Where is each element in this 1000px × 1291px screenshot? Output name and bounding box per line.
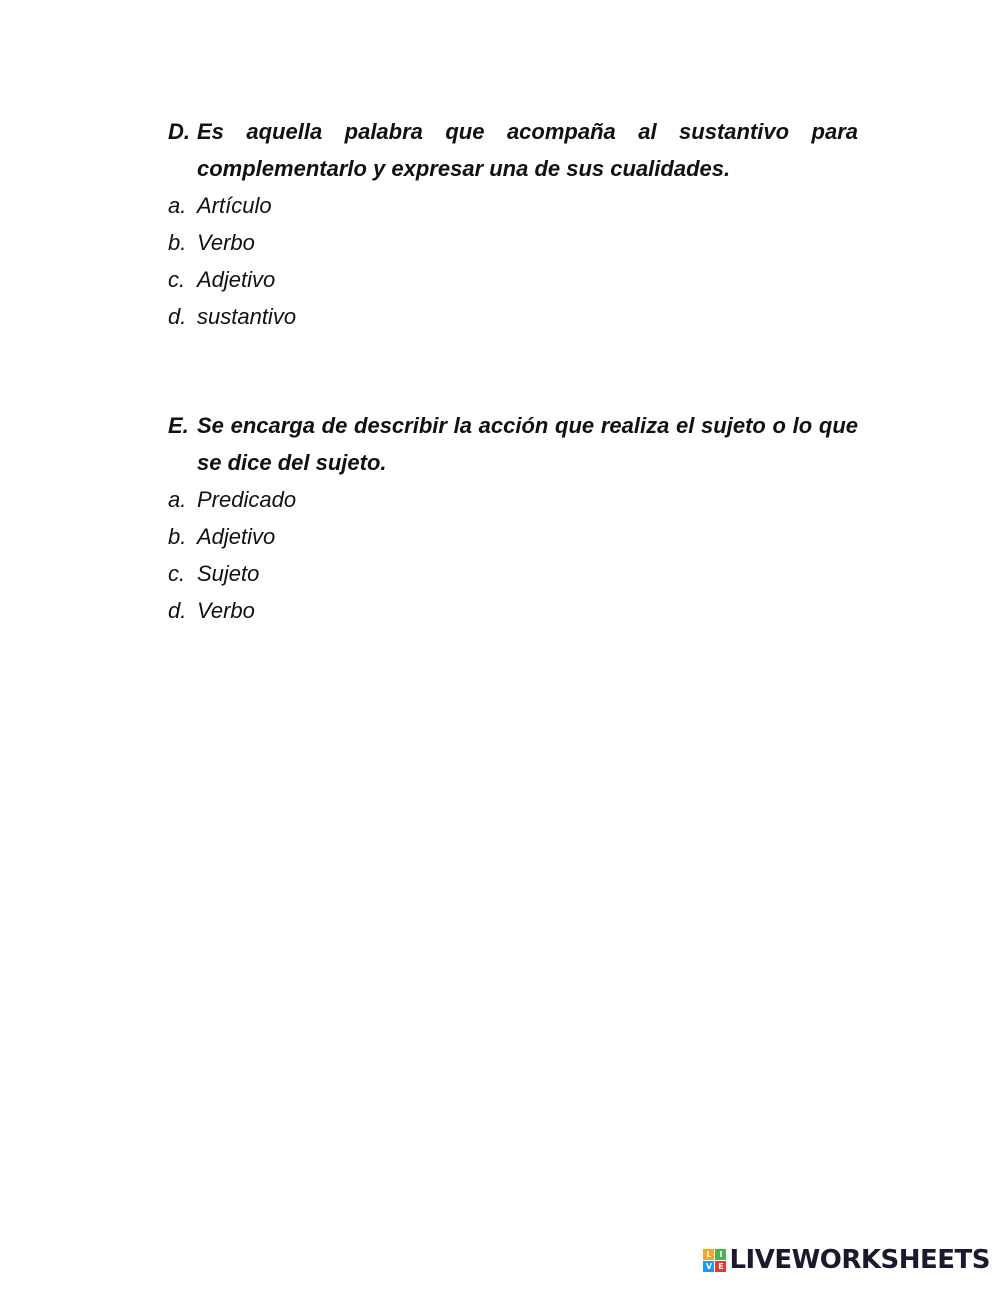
- question-d-stem: [168, 113, 858, 187]
- question-d: [168, 113, 858, 335]
- question-text: Es aquella palabra que acompaña al sustantivo para complementarlo y expresar una de sus cualidades.: [197, 119, 858, 181]
- option-letter: a.: [168, 193, 187, 218]
- question-e-stem: [168, 407, 858, 481]
- option-letter: b.: [168, 524, 187, 549]
- question-text: Se encarga de describir la acción que realiza el sujeto o lo que se dice del sujeto.: [197, 413, 858, 475]
- option-text: sustantivo: [197, 304, 297, 329]
- option-text: Verbo: [197, 598, 255, 623]
- option-letter: b.: [168, 230, 187, 255]
- option-c[interactable]: [168, 261, 858, 298]
- option-letter: d.: [168, 598, 187, 623]
- option-b[interactable]: [168, 224, 858, 261]
- option-text: Predicado: [197, 487, 297, 512]
- question-e: [168, 407, 858, 629]
- option-letter: c.: [168, 561, 186, 586]
- option-text: Artículo: [197, 193, 272, 218]
- question-letter: E.: [168, 413, 189, 438]
- question-e-options: [168, 481, 858, 629]
- liveworksheets-logo: [703, 1245, 990, 1275]
- option-letter: c.: [168, 267, 186, 292]
- question-d-options: [168, 187, 858, 335]
- option-d[interactable]: [168, 298, 858, 335]
- option-d[interactable]: [168, 592, 858, 629]
- logo-mark-tile: L: [703, 1249, 714, 1260]
- option-letter: d.: [168, 304, 187, 329]
- option-text: Adjetivo: [197, 267, 276, 292]
- option-text: Adjetivo: [197, 524, 276, 549]
- option-letter: a.: [168, 487, 187, 512]
- logo-text: LIVEWORKSHEETS: [729, 1245, 990, 1275]
- logo-mark-tile: I: [715, 1249, 726, 1260]
- option-b[interactable]: [168, 518, 858, 555]
- option-c[interactable]: [168, 555, 858, 592]
- logo-mark-icon: [703, 1249, 726, 1272]
- logo-mark-tile: V: [703, 1261, 714, 1272]
- option-text: Verbo: [197, 230, 255, 255]
- question-letter: D.: [168, 119, 190, 144]
- option-text: Sujeto: [197, 561, 260, 586]
- logo-mark-tile: E: [715, 1261, 726, 1272]
- option-a[interactable]: [168, 187, 858, 224]
- option-a[interactable]: [168, 481, 858, 518]
